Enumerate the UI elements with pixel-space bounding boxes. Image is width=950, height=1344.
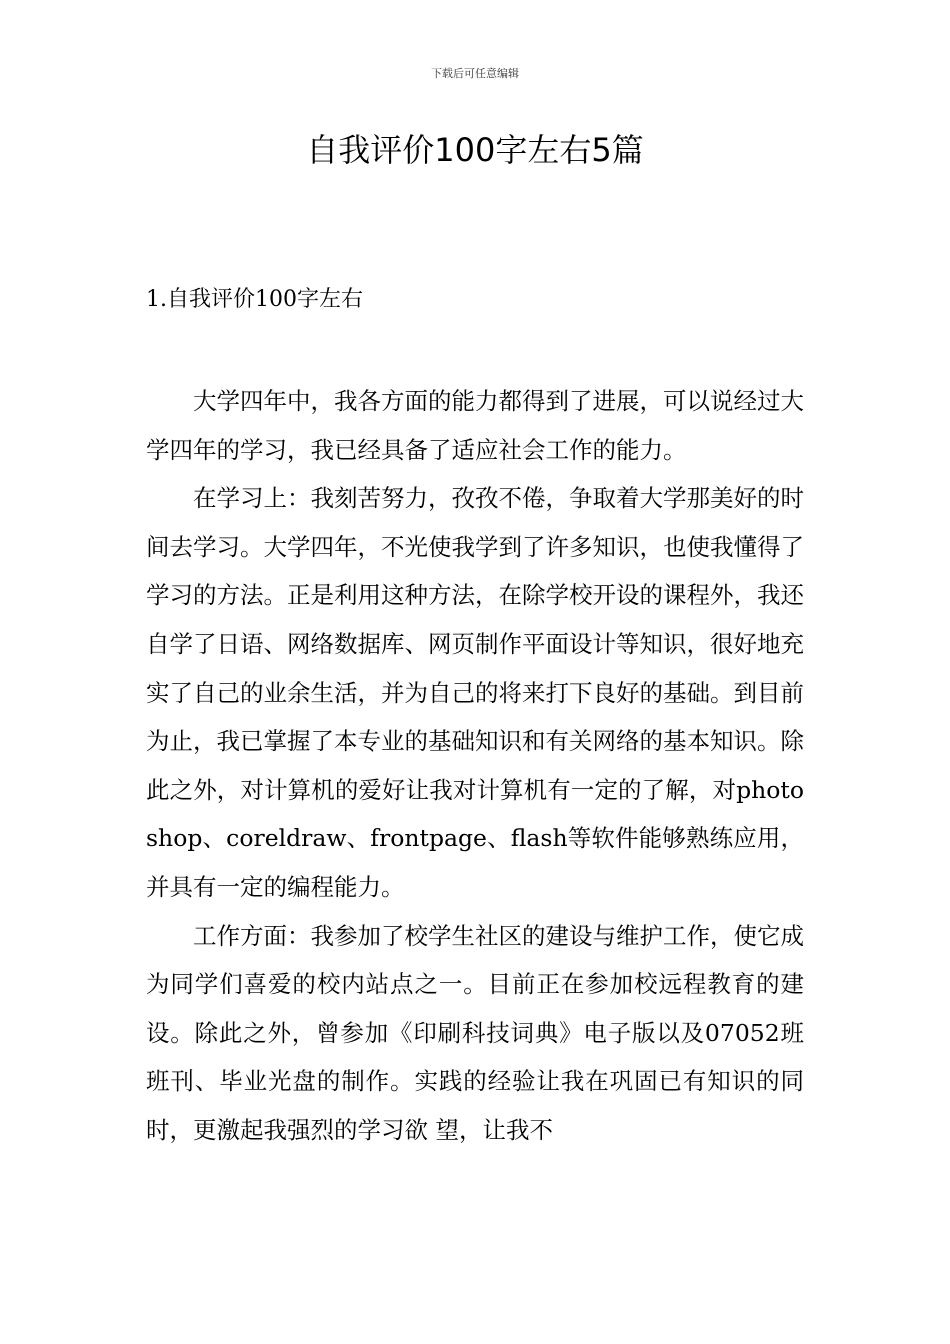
paragraph-study: 在学习上：我刻苦努力，孜孜不倦，争取着大学那美好的时间去学习。大学四年，不光使我学到了许多知识，也使我懂得了学习的方法。正是利用这种方法，在除学校开设的课程外，我还自学了日语、网络数据库、网页制作平面设计等知识，很好地充实了自己的业余生活，并为自己的将来打下良好的基础。到目前为止，我已掌握了本专业的基础知识和有关网络的基本知识。除此之外，对计算机的爱好让我对计算机有一定的了解，对photoshop、coreldraw、frontpage、flash等软件能够熟练应用，并具有一定的编程能力。: [146, 484, 804, 901]
page-header-note: 下载后可任意编辑: [431, 67, 519, 80]
document-body: [146, 377, 804, 1155]
document-title: 自我评价100字左右5篇: [306, 131, 644, 169]
paragraph-intro: 大学四年中，我各方面的能力都得到了进展，可以说经过大学四年的学习，我已经具备了适应社会工作的能力。: [146, 387, 804, 464]
section-heading: 1.自我评价100字左右: [146, 287, 363, 312]
paragraph-work: 工作方面：我参加了校学生社区的建设与维护工作，使它成为同学们喜爱的校内站点之一。目前正在参加校远程教育的建设。除此之外，曾参加《印刷科技词典》电子版以及07052班班刊、毕业光盘的制作。实践的经验让我在巩固已有知识的同时，更激起我强烈的学习欲 望，让我不: [146, 921, 804, 1144]
